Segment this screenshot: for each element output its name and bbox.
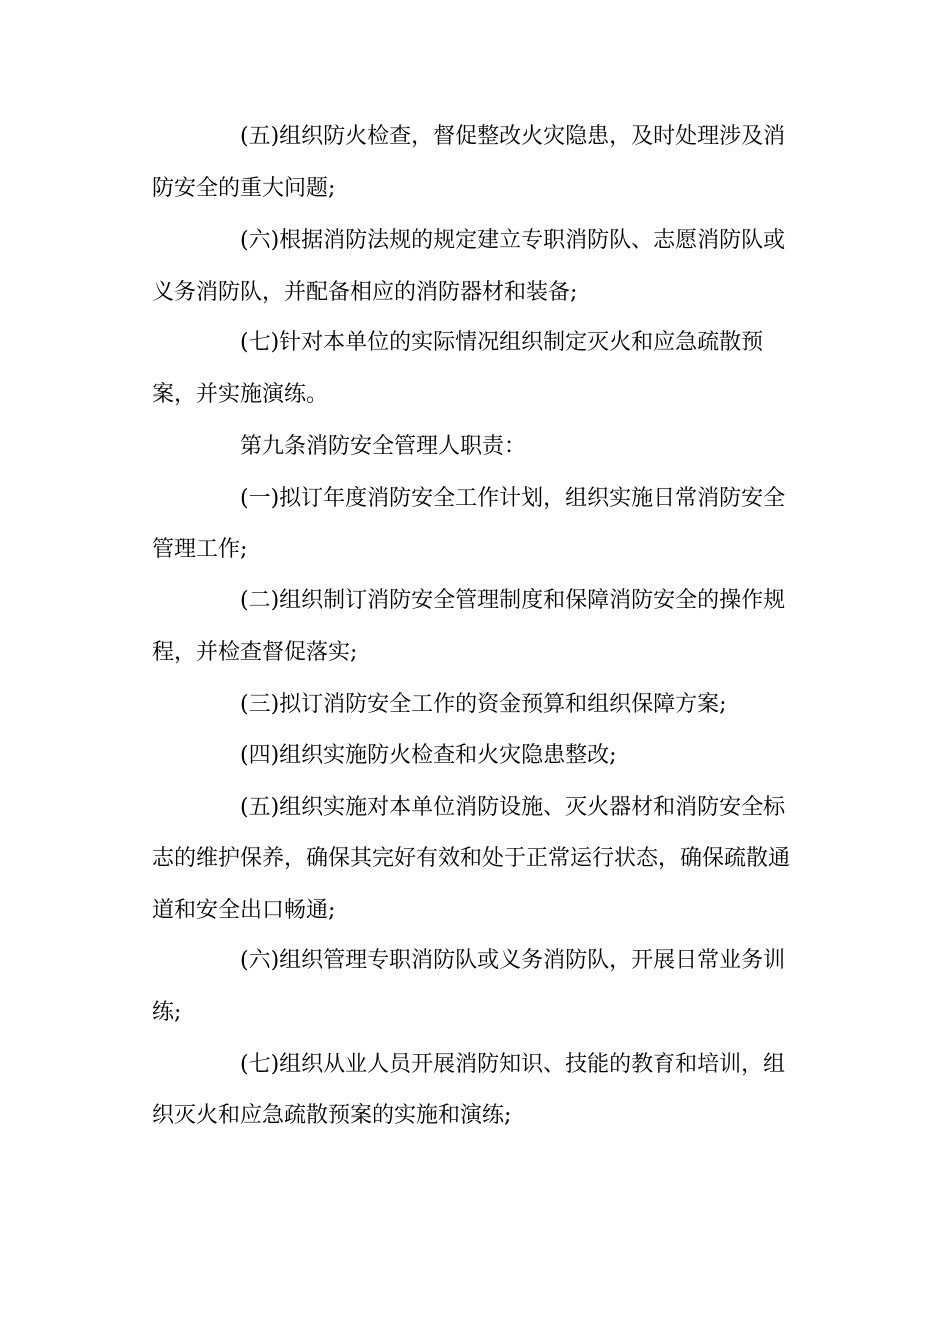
text-line: (五)组织实施对本单位消防设施、灭火器材和消防安全标 [240, 795, 786, 820]
text-line: (六)组织管理专职消防队或义务消防队，开展日常业务训 [240, 948, 786, 973]
text-line: (五)组织防火检查，督促整改火灾隐患，及时处理涉及消 [240, 124, 786, 149]
text-line: 志的维护保养，确保其完好有效和处于正常运行状态，确保疏散通 [152, 846, 791, 871]
text-line: 练; [152, 1000, 182, 1025]
text-line: (一)拟订年度消防安全工作计划，组织实施日常消防安全 [240, 486, 786, 511]
text-line: 程，并检查督促落实; [152, 640, 358, 665]
text-line: 道和安全出口畅通; [152, 898, 336, 923]
text-line: 织灭火和应急疏散预案的实施和演练; [152, 1103, 512, 1128]
section-heading: 第九条消防安全管理人职责： [240, 434, 527, 459]
text-line: 案，并实施演练。 [152, 382, 329, 407]
text-line: (七)针对本单位的实际情况组织制定灭火和应急疏散预 [240, 330, 764, 355]
text-line: (六)根据消防法规的规定建立专职消防队、志愿消防队或 [240, 228, 786, 253]
text-line: 管理工作; [152, 537, 248, 562]
text-line: (四)组织实施防火检查和火灾隐患整改; [240, 743, 617, 768]
text-line: (七)组织从业人员开展消防知识、技能的教育和培训，组 [240, 1052, 786, 1077]
text-line: (二)组织制订消防安全管理制度和保障消防安全的操作规 [240, 588, 786, 613]
text-line: 义务消防队，并配备相应的消防器材和装备; [152, 280, 578, 305]
text-line: (三)拟订消防安全工作的资金预算和组织保障方案; [240, 692, 727, 717]
text-line: 防安全的重大问题; [152, 176, 336, 201]
